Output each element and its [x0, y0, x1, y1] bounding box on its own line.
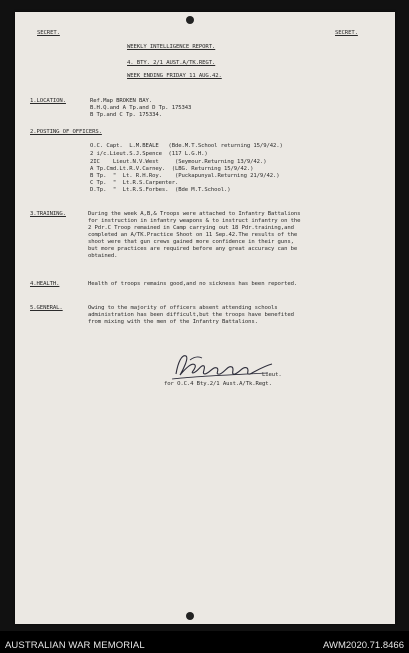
punch-hole-bottom: [186, 612, 194, 620]
officer-line: O.C. Capt. L.M.BEALE (Bde.M.T.School returning 15/9/42.): [90, 143, 283, 149]
header-secret-right: SECRET.: [335, 30, 358, 36]
caption-source: AUSTRALIAN WAR MEMORIAL: [5, 640, 145, 651]
report-title: WEEKLY INTELLIGENCE REPORT.: [127, 44, 216, 50]
training-line: but more practices are required before any great accuracy can be: [88, 246, 298, 252]
health-line: Health of troops remains good,and no sickness has been reported.: [88, 281, 298, 287]
location-line: B.H.Q.and A Tp.and D Tp. 175343: [90, 105, 192, 111]
general-line: administration has been difficult,but the troops have benefited: [88, 312, 294, 318]
general-label: 5.GENERAL.: [30, 305, 63, 311]
header-secret-left: SECRET.: [37, 30, 60, 36]
training-line: for instruction in infantry weapons & to instruct infantry on the: [88, 218, 301, 224]
report-week: WEEK ENDING FRIDAY 11 AUG.42.: [127, 73, 222, 79]
location-label: 1.LOCATION.: [30, 98, 66, 104]
signature-for-line: for O.C.4 Bty.2/1 Aust.A/Tk.Regt.: [164, 381, 272, 387]
training-line: obtained.: [88, 253, 118, 259]
officer-line: A Tp.Cmd.Lt.R.V.Carney. (LBG. Returning 15/9/42.): [90, 166, 254, 172]
general-line: from mixing with the men of the Infantry Battalions.: [88, 319, 258, 325]
officer-line: B Tp. " Lt. R.H.Roy. (Puckapunyal.Returning 21/9/42.): [90, 173, 280, 179]
officer-line: 2IC Lieut.N.V.West (Seymour.Returning 13/9/42.): [90, 159, 267, 165]
location-line: B Tp.and C Tp. 175334.: [90, 112, 162, 118]
officers-label: 2.POSTING OF OFFICERS.: [30, 129, 102, 135]
officer-line: C Tp. " Lt.R.S.Carpenter.: [90, 180, 179, 186]
location-line: Ref.Map BROKEN BAY.: [90, 98, 153, 104]
officer-line: D.Tp. " Lt.R.S.Forbes. (Bde M.T.School.): [90, 187, 231, 193]
punch-hole-top: [186, 16, 194, 24]
training-line: During the week A,B,& Troops were attached to Infantry Battalions: [88, 211, 301, 217]
officer-line: 2 i/c.Lieut.S.J.Spence (117 L.G.H.): [90, 151, 208, 157]
report-unit: 4. BTY. 2/1 AUST.A/TK.REGT.: [127, 60, 216, 66]
training-line: completed an A/TK.Practice Shoot on 11 Sep.42.The results of the: [88, 232, 298, 238]
general-line: Owing to the majority of officers absent attending schools: [88, 305, 278, 311]
signature-rank: Lieut.: [262, 372, 282, 378]
health-label: 4.HEALTH.: [30, 281, 60, 287]
training-label: 3.TRAINING.: [30, 211, 66, 217]
caption-accession: AWM2020.71.8466: [323, 640, 404, 651]
training-line: shoot were that gun crews gained more confidence in their guns,: [88, 239, 294, 245]
training-line: 2 Pdr.C Troop remained in Camp carrying out 18 Pdr.training,and: [88, 225, 294, 231]
